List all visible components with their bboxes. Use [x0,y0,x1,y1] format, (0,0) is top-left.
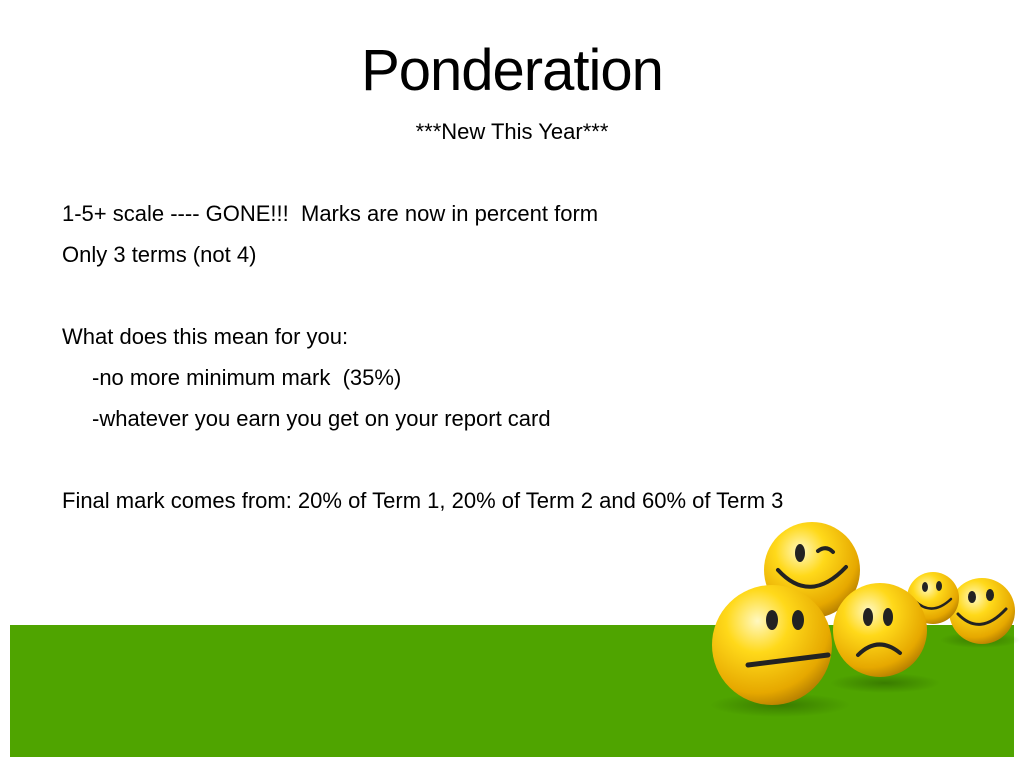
smiley-face-icon [949,578,1015,644]
body-line-terms: Only 3 terms (not 4) [62,242,257,267]
body-line-report-card: -whatever you earn you get on your report card [92,406,551,431]
neutral-face-icon [712,585,832,705]
body-line-minimum-mark: -no more minimum mark (35%) [92,365,402,390]
sad-face-icon [833,583,927,677]
body-line-scale: 1-5+ scale ---- GONE!!! Marks are now in percent form [62,201,599,226]
slide-subtitle: ***New This Year*** [415,119,609,144]
body-line-final-mark: Final mark comes from: 20% of Term 1, 20% of Term 2 and 60% of Term 3 [62,488,784,513]
slide-title: Ponderation [361,38,663,103]
body-line-question: What does this mean for you: [62,324,349,349]
smiley-group-image [690,515,1024,730]
